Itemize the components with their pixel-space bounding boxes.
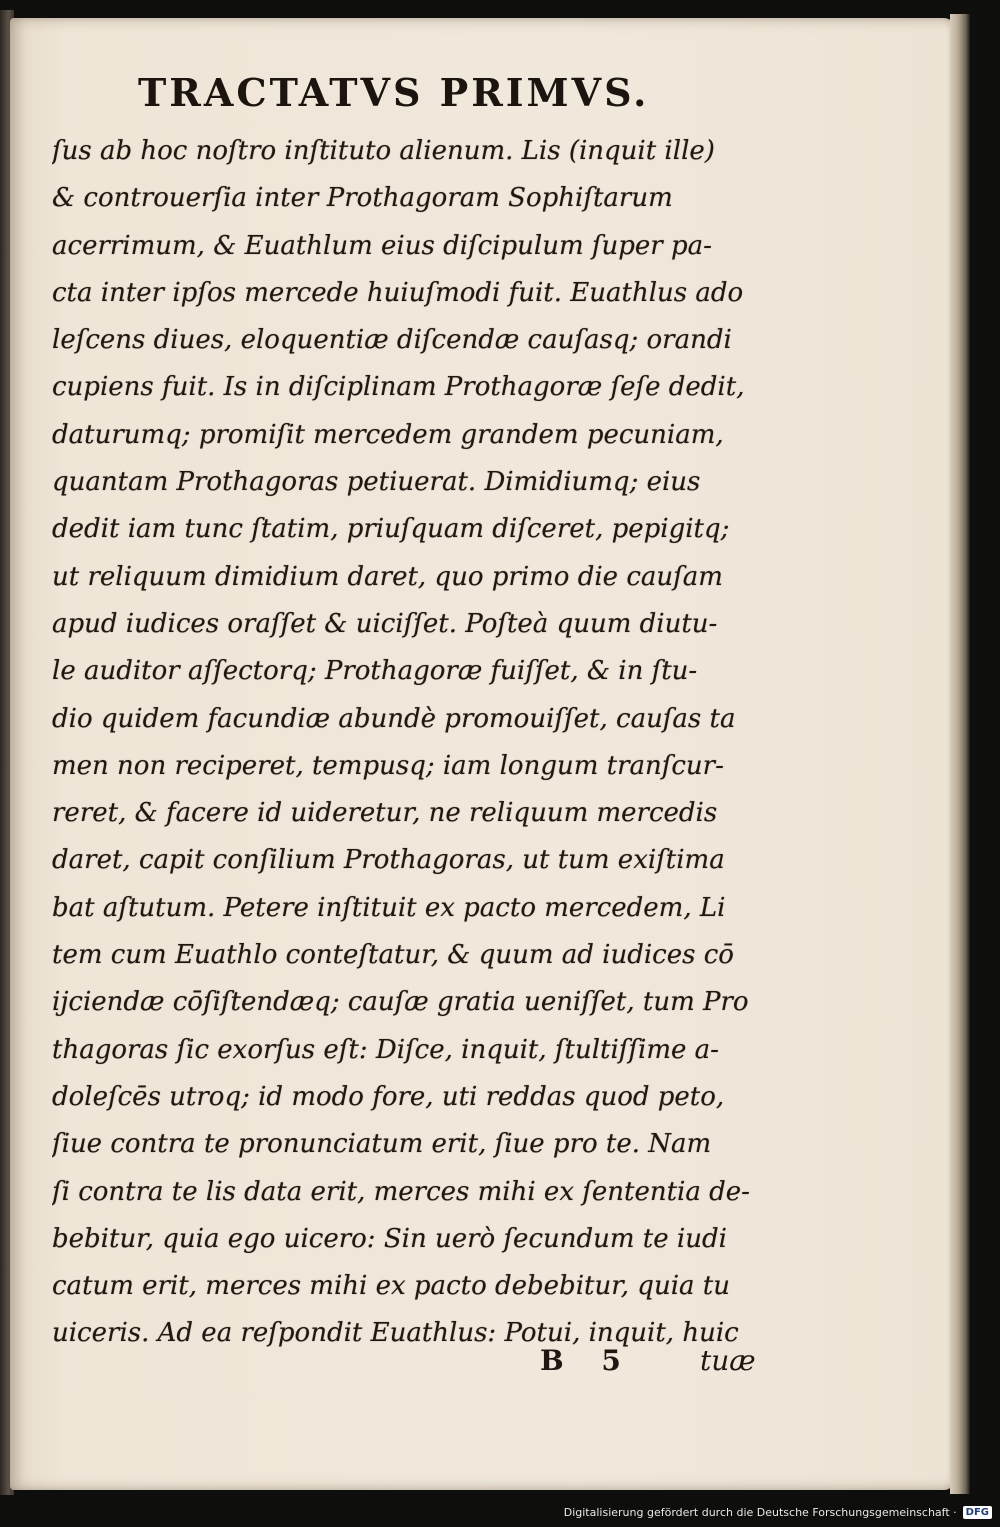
text-line: reret, & facere id uideretur, ne reliquum mercedis [52,798,718,829]
text-line: ſiue contra te pronunciatum erit, ſiue pro te. Nam [52,1129,712,1160]
text-line: thagoras ſic exorſus eſt: Diſce, inquit, ſtultiſſime a- [52,1034,719,1065]
text-line: leſcens diues, eloquentiæ diſcendæ cauſasq; orandi [52,325,732,356]
page-footer [540,1340,760,1390]
text-line: daret, capit conſilium Prothagoras, ut tum exiſtima [52,845,725,876]
dfg-logo: DFG [963,1506,992,1519]
body-text [52,128,762,1358]
text-line: catum erit, merces mihi ex pacto debebitur, quia tu [52,1271,730,1302]
credit-text: Digitalisierung gefördert durch die Deutsche Forschungsgemeinschaft · [563,1505,957,1519]
text-line: & controuerſia inter Prothagoram Sophiſtarum [52,183,673,214]
text-line: uiceris. Ad ea reſpondit Euathlus: Potui, inquit, huic [52,1318,739,1349]
text-line: cupiens fuit. Is in diſciplinam Prothagoræ ſeſe dedit, [52,372,745,403]
text-line: bat aſtutum. Petere inſtituit ex pacto mercedem, Li [52,892,726,923]
text-line: ijciendæ cōſiſtendæq; cauſæ gratia ueniſſet, tum Pro [52,987,749,1018]
text-line: ſus ab hoc noſtro inſtituto alienum. Lis (inquit ille) [52,136,715,166]
text-line: dio quidem facundiæ abundè promouiſſet, cauſas ta [52,703,736,734]
text-line: ſi contra te lis data erit, merces mihi ex ſententia de- [52,1176,750,1207]
text-line: men non reciperet, tempusq; iam longum tranſcur- [52,750,724,781]
text-line: cta inter ipſos mercede huiuſmodi fuit. Euathlus ado [52,277,744,308]
page-stack-edge [950,14,970,1494]
text-line: bebitur, quia ego uicero: Sin uerò ſecundum te iudi [52,1223,727,1254]
text-line: quantam Prothagoras petiuerat. Dimidiumq; eius [52,467,701,498]
digitization-credit [564,1503,992,1521]
text-line: tem cum Euathlo conteſtatur, & quum ad iudices cō [52,940,734,971]
text-line: apud iudices oraſſet & uiciſſet. Poſteà quum diutu- [52,608,718,639]
running-head: TRACTATVS PRIMVS. [138,70,650,115]
text-line: doleſcēs utroq; id modo fore, uti reddas quod peto, [52,1081,725,1112]
text-line: acerrimum, & Euathlum eius diſcipulum ſuper pa- [52,230,712,261]
text-line: daturumq; promiſit mercedem grandem pecuniam, [52,419,724,450]
text-line: le auditor aſſectorq; Prothagoræ fuiſſet, & in ſtu- [52,656,698,687]
catchword: tuæ [700,1344,756,1377]
signature-mark: B 5 [540,1344,635,1377]
text-line: dedit iam tunc ſtatim, priuſquam diſceret, pepigitq; [52,514,730,545]
text-line: ut reliquum dimidium daret, quo primo die cauſam [52,561,723,592]
